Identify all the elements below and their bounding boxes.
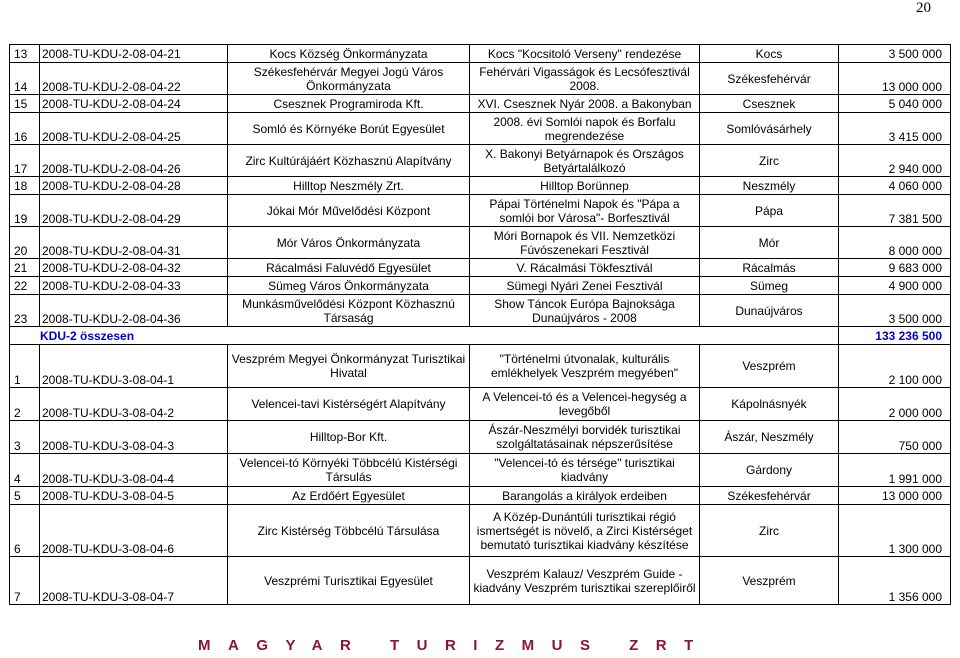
organization: Hilltop Neszmély Zrt. [228, 177, 470, 195]
grant-id: 2008-TU-KDU-3-08-04-1 [40, 345, 228, 388]
project: Móri Bornapok és VII. Nemzetközi Fúvószenekari Fesztivál [470, 227, 700, 259]
city: Somlóvásárhely [700, 113, 839, 145]
project: Hilltop Borünnep [470, 177, 700, 195]
project: "Történelmi útvonalak, kulturális emlékhelyek Veszprém megyében" [470, 345, 700, 388]
row-number: 2 [10, 388, 40, 421]
amount: 13 000 000 [839, 63, 951, 95]
organization: Somló és Környéke Borút Egyesület [228, 113, 470, 145]
project: Show Táncok Európa Bajnoksága Dunaújváros - 2008 [470, 295, 700, 327]
table-row [10, 557, 951, 605]
footer-brand: MAGYAR TURIZMUS ZRT [198, 637, 711, 654]
organization: Székesfehérvár Megyei Jogú Város Önkormányzata [228, 63, 470, 95]
row-number: 22 [10, 277, 40, 295]
table-row [10, 487, 951, 505]
project: Ászár-Neszmélyi borvidék turisztikai szolgáltatásainak népszerűsítése [470, 421, 700, 454]
row-number: 14 [10, 63, 40, 95]
amount: 3 415 000 [839, 113, 951, 145]
table-row [10, 145, 951, 177]
table-row [10, 421, 951, 454]
subtotal-row [10, 327, 951, 345]
city: Ászár, Neszmély [700, 421, 839, 454]
table-row [10, 113, 951, 145]
city: Neszmély [700, 177, 839, 195]
row-number: 19 [10, 195, 40, 227]
grant-id: 2008-TU-KDU-2-08-04-36 [40, 295, 228, 327]
page-number: 20 [916, 0, 931, 16]
amount: 5 040 000 [839, 95, 951, 113]
row-number: 17 [10, 145, 40, 177]
amount: 2 940 000 [839, 145, 951, 177]
row-number: 4 [10, 454, 40, 487]
amount: 2 100 000 [839, 345, 951, 388]
organization: Munkásművelődési Központ Közhasznú Társaság [228, 295, 470, 327]
row-number: 21 [10, 259, 40, 277]
organization: Veszprém Megyei Önkormányzat Turisztikai Hivatal [228, 345, 470, 388]
table-row [10, 227, 951, 259]
organization: Kocs Község Önkormányzata [228, 45, 470, 63]
amount: 4 060 000 [839, 177, 951, 195]
project: Barangolás a királyok erdeiben [470, 487, 700, 505]
row-number: 23 [10, 295, 40, 327]
grant-id: 2008-TU-KDU-2-08-04-31 [40, 227, 228, 259]
city: Veszprém [700, 345, 839, 388]
grant-id: 2008-TU-KDU-3-08-04-7 [40, 557, 228, 605]
city: Csesznek [700, 95, 839, 113]
project: Pápai Történelmi Napok és "Pápa a somlói bor Városa"- Borfesztivál [470, 195, 700, 227]
table-row [10, 259, 951, 277]
grant-id: 2008-TU-KDU-3-08-04-6 [40, 505, 228, 557]
row-number: 1 [10, 345, 40, 388]
city: Pápa [700, 195, 839, 227]
amount: 1 300 000 [839, 505, 951, 557]
city: Zirc [700, 505, 839, 557]
amount: 8 000 000 [839, 227, 951, 259]
city: Kocs [700, 45, 839, 63]
grant-id: 2008-TU-KDU-2-08-04-32 [40, 259, 228, 277]
project: V. Rácalmási Tökfesztivál [470, 259, 700, 277]
city: Kápolnásnyék [700, 388, 839, 421]
grant-id: 2008-TU-KDU-2-08-04-29 [40, 195, 228, 227]
row-number: 20 [10, 227, 40, 259]
row-number: 18 [10, 177, 40, 195]
organization: Mór Város Önkormányzata [228, 227, 470, 259]
amount: 750 000 [839, 421, 951, 454]
project: A Közép-Dunántúli turisztikai régió ismertségét is növelő, a Zirci Kistérséget bemutató turisztikai kiadvány készítése [470, 505, 700, 557]
grant-id: 2008-TU-KDU-3-08-04-3 [40, 421, 228, 454]
organization: Velencei-tó Környéki Többcélú Kistérségi Társulás [228, 454, 470, 487]
table-row [10, 177, 951, 195]
grant-id: 2008-TU-KDU-2-08-04-24 [40, 95, 228, 113]
project: Fehérvári Vigasságok és Lecsófesztivál 2008. [470, 63, 700, 95]
grants-table [9, 44, 951, 605]
row-number: 3 [10, 421, 40, 454]
amount: 3 500 000 [839, 295, 951, 327]
table-row [10, 295, 951, 327]
project: Sümegi Nyári Zenei Fesztivál [470, 277, 700, 295]
project: 2008. évi Somlói napok és Borfalu megrendezése [470, 113, 700, 145]
amount: 1 991 000 [839, 454, 951, 487]
grant-id: 2008-TU-KDU-3-08-04-4 [40, 454, 228, 487]
row-number: 13 [10, 45, 40, 63]
organization: Veszprémi Turisztikai Egyesület [228, 557, 470, 605]
organization: Az Erdőért Egyesület [228, 487, 470, 505]
row-number: 15 [10, 95, 40, 113]
amount: 4 900 000 [839, 277, 951, 295]
city: Zirc [700, 145, 839, 177]
grant-id: 2008-TU-KDU-2-08-04-28 [40, 177, 228, 195]
table-row [10, 505, 951, 557]
city: Gárdony [700, 454, 839, 487]
table-row [10, 195, 951, 227]
table-row [10, 277, 951, 295]
organization: Rácalmási Faluvédő Egyesület [228, 259, 470, 277]
grant-id: 2008-TU-KDU-2-08-04-26 [40, 145, 228, 177]
project: A Velencei-tó és a Velencei-hegység a levegőből [470, 388, 700, 421]
subtotal-label: KDU-2 összesen [10, 327, 839, 345]
organization: Hilltop-Bor Kft. [228, 421, 470, 454]
table-row [10, 454, 951, 487]
row-number: 7 [10, 557, 40, 605]
city: Veszprém [700, 557, 839, 605]
organization: Jókai Mór Művelődési Központ [228, 195, 470, 227]
subtotal-amount: 133 236 500 [839, 327, 951, 345]
grant-id: 2008-TU-KDU-2-08-04-33 [40, 277, 228, 295]
amount: 2 000 000 [839, 388, 951, 421]
grant-id: 2008-TU-KDU-3-08-04-5 [40, 487, 228, 505]
table-row [10, 345, 951, 388]
row-number: 16 [10, 113, 40, 145]
city: Dunaújváros [700, 295, 839, 327]
row-number: 5 [10, 487, 40, 505]
project: "Velencei-tó és térsége" turisztikai kiadvány [470, 454, 700, 487]
amount: 3 500 000 [839, 45, 951, 63]
city: Székesfehérvár [700, 487, 839, 505]
project: Veszprém Kalauz/ Veszprém Guide - kiadvány Veszprém turisztikai szereplőiről [470, 557, 700, 605]
amount: 7 381 500 [839, 195, 951, 227]
amount: 13 000 000 [839, 487, 951, 505]
organization: Zirc Kistérség Többcélú Társulása [228, 505, 470, 557]
project: Kocs "Kocsitoló Verseny" rendezése [470, 45, 700, 63]
organization: Zirc Kultúrájáért Közhasznú Alapítvány [228, 145, 470, 177]
grant-id: 2008-TU-KDU-3-08-04-2 [40, 388, 228, 421]
grant-id: 2008-TU-KDU-2-08-04-25 [40, 113, 228, 145]
amount: 9 683 000 [839, 259, 951, 277]
organization: Velencei-tavi Kistérségért Alapítvány [228, 388, 470, 421]
row-number: 6 [10, 505, 40, 557]
city: Székesfehérvár [700, 63, 839, 95]
organization: Sümeg Város Önkormányzata [228, 277, 470, 295]
grant-id: 2008-TU-KDU-2-08-04-22 [40, 63, 228, 95]
table-row [10, 388, 951, 421]
grant-id: 2008-TU-KDU-2-08-04-21 [40, 45, 228, 63]
table-row [10, 63, 951, 95]
city: Sümeg [700, 277, 839, 295]
city: Mór [700, 227, 839, 259]
project: XVI. Csesznek Nyár 2008. a Bakonyban [470, 95, 700, 113]
project: X. Bakonyi Betyárnapok és Országos Betyártalálkozó [470, 145, 700, 177]
amount: 1 356 000 [839, 557, 951, 605]
table-row [10, 95, 951, 113]
organization: Csesznek Programiroda Kft. [228, 95, 470, 113]
table-row [10, 45, 951, 63]
city: Rácalmás [700, 259, 839, 277]
